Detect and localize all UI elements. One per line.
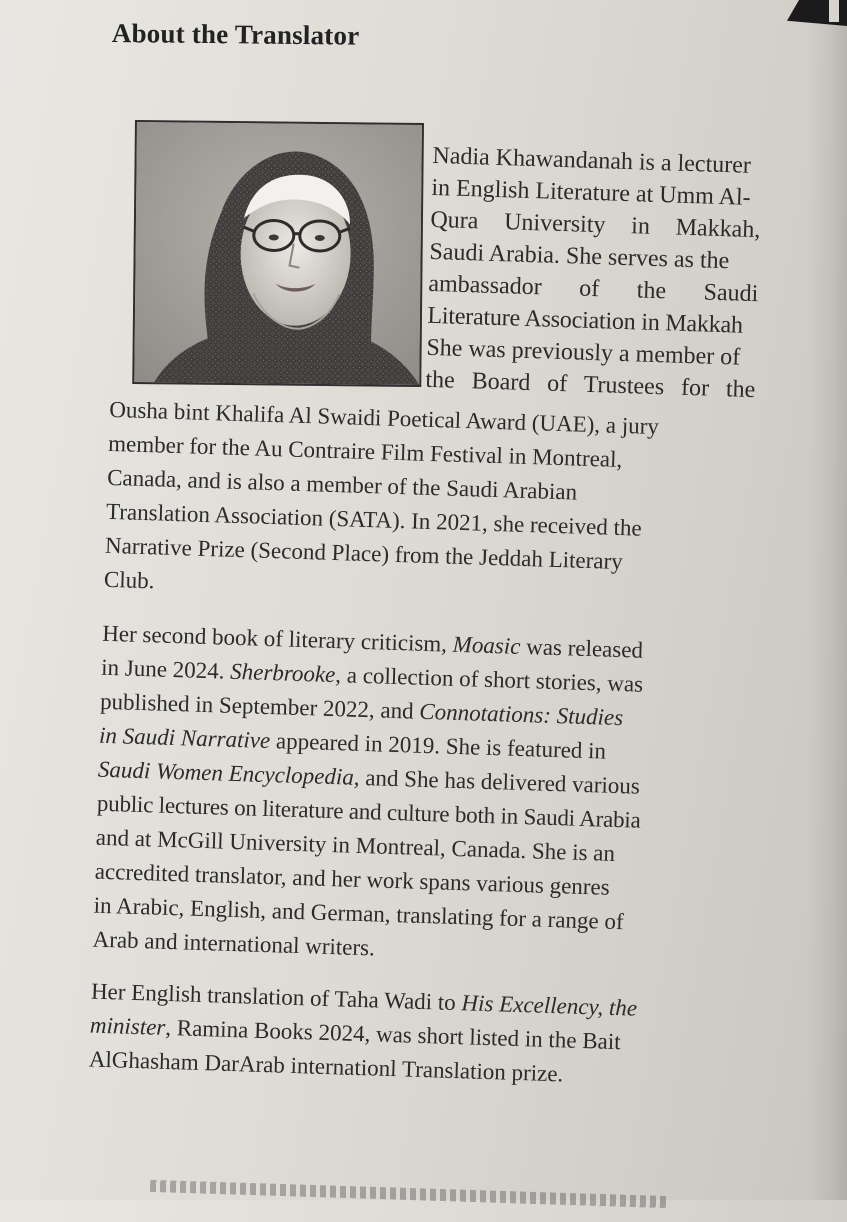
para1-line4: Saudi Arabia. She serves as the: [429, 238, 730, 275]
para1-line14: Club.: [103, 566, 155, 594]
para1-line8: the Board of Trustees for the: [425, 366, 756, 404]
para2-line8: accredited translator, and her work spans various genres: [94, 858, 611, 900]
para2-line7: and at McGill University in Montreal, Canada. She is an: [95, 824, 616, 866]
para2-line2: in June 2024. Sherbrooke, a collection of short stories, was: [100, 654, 644, 697]
para1-line5: ambassador of the Saudi: [428, 270, 759, 308]
section-heading: About the Translator: [111, 18, 360, 51]
para2-line10: Arab and international writers.: [92, 926, 376, 961]
para3-line3: AlGhasham DarArab internationl Translation prize.: [88, 1046, 564, 1087]
para1-line10: member for the Au Contraire Film Festival in Montreal,: [107, 430, 623, 472]
para1-line7: She was previously a member of: [426, 334, 741, 371]
para3-line2: minister, Ramina Books 2024, was short listed in the Bait: [89, 1012, 622, 1055]
para1-line3: Qura University in Makkah,: [430, 206, 761, 244]
para3-line1: Her English translation of Taha Wadi to His Excellency, the: [90, 978, 638, 1021]
body-text: [85, 134, 838, 1222]
para1-line1: Nadia Khawandanah is a lecturer: [432, 142, 752, 179]
para2-line4: in Saudi Narrative appeared in 2019. She is featured in: [98, 722, 607, 764]
para2-line9: in Arabic, English, and German, translating for a range of: [93, 892, 625, 935]
para1-line11: Canada, and is also a member of the Saudi Arabian: [106, 464, 578, 505]
para1-line12: Translation Association (SATA). In 2021, she received the: [105, 498, 643, 541]
para2-line6: public lectures on literature and culture both in Saudi Arabia: [96, 790, 642, 833]
para1-line6: Literature Association in Makkah: [427, 302, 744, 339]
para1-line13: Narrative Prize (Second Place) from the Jeddah Literary: [104, 532, 624, 575]
para1-line2: in English Literature at Umm Al-: [431, 174, 751, 211]
para2-line3: published in September 2022, and Connotations: Studies: [99, 688, 624, 731]
para2-line1: Her second book of literary criticism, Moasic was released: [101, 620, 644, 663]
para2-line5: Saudi Women Encyclopedia, and She has delivered various: [97, 756, 641, 799]
para1-line9: Ousha bint Khalifa Al Swaidi Poetical Award (UAE), a jury: [108, 396, 660, 440]
book-corner-notch: [829, 0, 839, 22]
